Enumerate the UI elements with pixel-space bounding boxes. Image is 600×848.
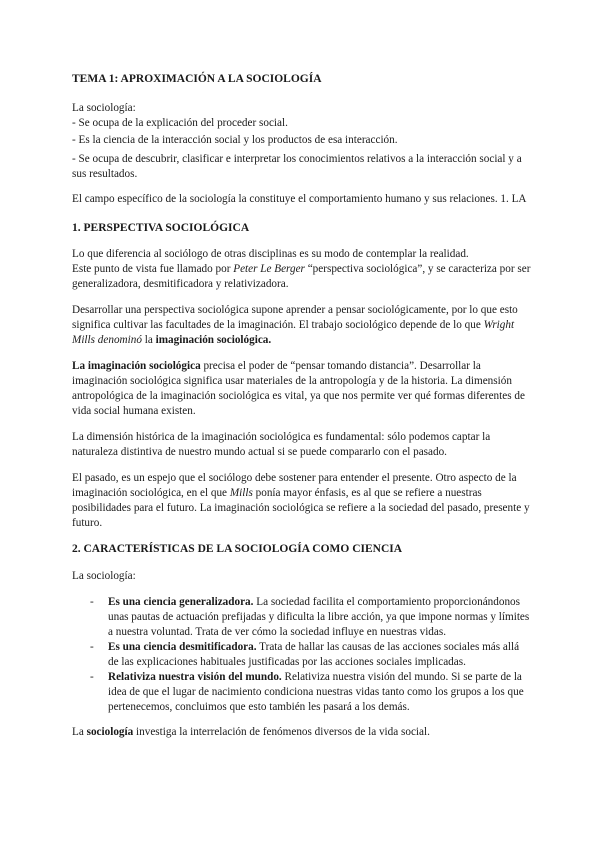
paragraph-line: naturaleza distintiva de nuestro mundo actual si se puede compararlo con el pasado. [72, 446, 447, 458]
intro-lead: La sociología: [72, 102, 136, 114]
bullet-dash: - [90, 671, 94, 683]
paragraph-line: posibilidades para el futuro. La imaginación sociológica se refiere a la sociedad del pasado, presente y [72, 502, 530, 514]
paragraph-line: generalizadora, desmitificadora y relativizadora. [72, 278, 289, 290]
bullet-dash: - [90, 641, 94, 653]
paragraph-line: Desarrollar una perspectiva sociológica supone aprender a pensar sociológicamente, por lo que esto [72, 304, 518, 316]
bullet-dash: - [90, 596, 94, 608]
paragraph-line: imaginación sociológica, en el que Mills ponía mayor énfasis, es al que se refiere a nuestras [72, 487, 482, 499]
author-name: Wright [483, 319, 515, 331]
bullet-line: pertenecemos, concluimos que esto también les pasará a los demás. [108, 701, 410, 713]
paragraph-line: Este punto de vista fue llamado por Peter Le Berger “perspectiva sociológica”, y se caracteriza por ser [72, 263, 531, 275]
bullet-line: idea de que el lugar de nacimiento condiciona nuestras vidas tanto como los grupos a los que [108, 686, 524, 698]
section2-lead: La sociología: [72, 570, 136, 582]
paragraph-line: Lo que diferencia al sociólogo de otras disciplinas es su modo de contemplar la realidad. [72, 248, 469, 260]
bullet-line: Es una ciencia desmitificadora. Trata de hallar las causas de las acciones sociales más allá [108, 641, 520, 653]
author-name: Mills [229, 487, 253, 499]
key-term: imaginación sociológica. [155, 334, 272, 346]
key-term: La imaginación sociológica [72, 360, 201, 372]
intro-item: - Se ocupa de la explicación del proceder social. [72, 117, 288, 129]
paragraph-line: vida social humana existen. [72, 405, 196, 417]
bullet-line: Relativiza nuestra visión del mundo. Relativiza nuestra visión del mundo. Si se parte de la [108, 671, 522, 683]
closing-line: La sociología investiga la interrelación de fenómenos diversos de la vida social. [72, 726, 430, 738]
bullet-line: de las explicaciones habituales justificadas por las acciones sociales implicadas. [108, 656, 466, 668]
document-title: TEMA 1: APROXIMACIÓN A LA SOCIOLOGÍA [72, 73, 322, 85]
intro-field: El campo específico de la sociología la constituye el comportamiento humano y sus relaciones. 1. LA [72, 193, 527, 205]
key-term: Es una ciencia desmitificadora. [108, 641, 257, 653]
intro-item: - Se ocupa de descubrir, clasificar e interpretar los conocimientos relativos a la interacción social y a [72, 153, 522, 165]
key-term: sociología [86, 726, 134, 738]
paragraph-line: Mills denominó la imaginación sociológica. [72, 334, 272, 346]
bullet-line: a nuestra voluntad. Trata de ver cómo la sociedad influye en nuestras vidas. [108, 626, 447, 638]
paragraph-line: El pasado, es un espejo que el sociólogo debe sostener para entender el presente. Otro aspecto de la [72, 472, 517, 484]
paragraph-line: significa cultivar las facultades de la imaginación. El trabajo sociológico depende de lo que Wright [72, 319, 515, 331]
paragraph-line: antropológica de la imaginación sociológica es vital, ya que nos permite ver qué formas diferentes de [72, 390, 525, 402]
key-term: Relativiza nuestra visión del mundo. [108, 671, 282, 683]
intro-item: - Es la ciencia de la interacción social y los productos de esa interacción. [72, 134, 398, 146]
intro-item-continued: sus resultados. [72, 168, 138, 180]
section1-heading: 1. PERSPECTIVA SOCIOLÓGICA [72, 222, 250, 234]
section2-heading: 2. CARACTERÍSTICAS DE LA SOCIOLOGÍA COMO CIENCIA [72, 543, 403, 555]
paragraph-line: futuro. [72, 517, 103, 529]
paragraph-line: La dimensión histórica de la imaginación sociológica es fundamental: sólo podemos captar la [72, 431, 491, 443]
bullet-line: unas pautas de actuación prefijadas y dificulta la libre acción, ya que impone normas y límites [108, 611, 530, 623]
author-name: Peter Le Berger [233, 263, 305, 275]
paragraph-line: imaginación sociológica significa usar materiales de la antropología y de la historia. La dimensión [72, 375, 512, 387]
key-term: Es una ciencia generalizadora. [108, 596, 254, 608]
paragraph-line: La imaginación sociológica precisa el poder de “pensar tomando distancia”. Desarrollar la [72, 360, 481, 372]
bullet-line: Es una ciencia generalizadora. La sociedad facilita el comportamiento proporcionándonos [108, 596, 520, 608]
